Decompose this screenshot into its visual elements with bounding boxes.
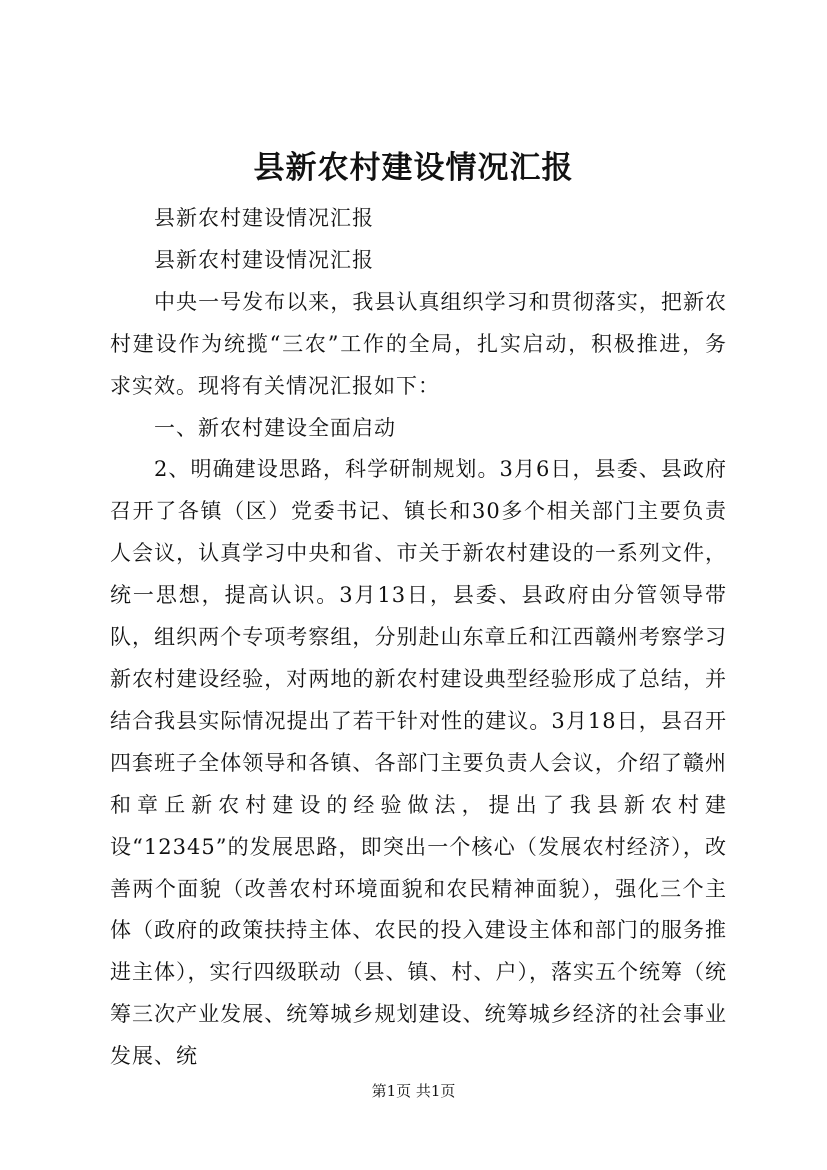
document-body [110,198,727,1078]
document-title: 县新农村建设情况汇报 [253,150,574,186]
paragraph-construction-ideas: 2、明确建设思路，科学研制规划。3月6日，县委、县政府召开了各镇（区）党委书记、镇长和30多个相关部门主要负责人会议，认真学习中央和省、市关于新农村建设的一系列文件，统一思想，提高认识。3月13日，县委、县政府由分管领导带队，组织两个专项考察组，分别赴山东章丘和江西赣州考察学习新农村建设经验，对两地的新农村建设典型经验形成了总结，并结合我县实际情况提出了若干针对性的建议。3月18日，县召开四套班子全体领导和各镇、各部门主要负责人会议，介绍了赣州和章丘新农村建设的经验做法，提出了我县新农村建设“12345”的发展思路，即突出一个核心（发展农村经济），改善两个面貌（改善农村环境面貌和农民精神面貌），强化三个主体（政府的政策扶持主体、农民的投入建设主体和部门的服务推进主体），实行四级联动（县、镇、村、户），落实五个统筹（统筹三次产业发展、统筹城乡规划建设、统筹城乡经济的社会事业发展、统 [110,457,727,1069]
section-heading: 一、新农村建设全面启动 [154,415,396,440]
page-footer: 第1页 共1页 [371,1082,456,1100]
paragraph-subtitle-1: 县新农村建设情况汇报 [154,206,374,230]
paragraph-subtitle-2: 县新农村建设情况汇报 [154,247,374,272]
paragraph-introduction: 中央一号发布以来，我县认真组织学习和贯彻落实，把新农村建设作为统揽“三农”工作的全局，扎实启动，积极推进，务求实效。现将有关情况汇报如下： [110,289,727,398]
